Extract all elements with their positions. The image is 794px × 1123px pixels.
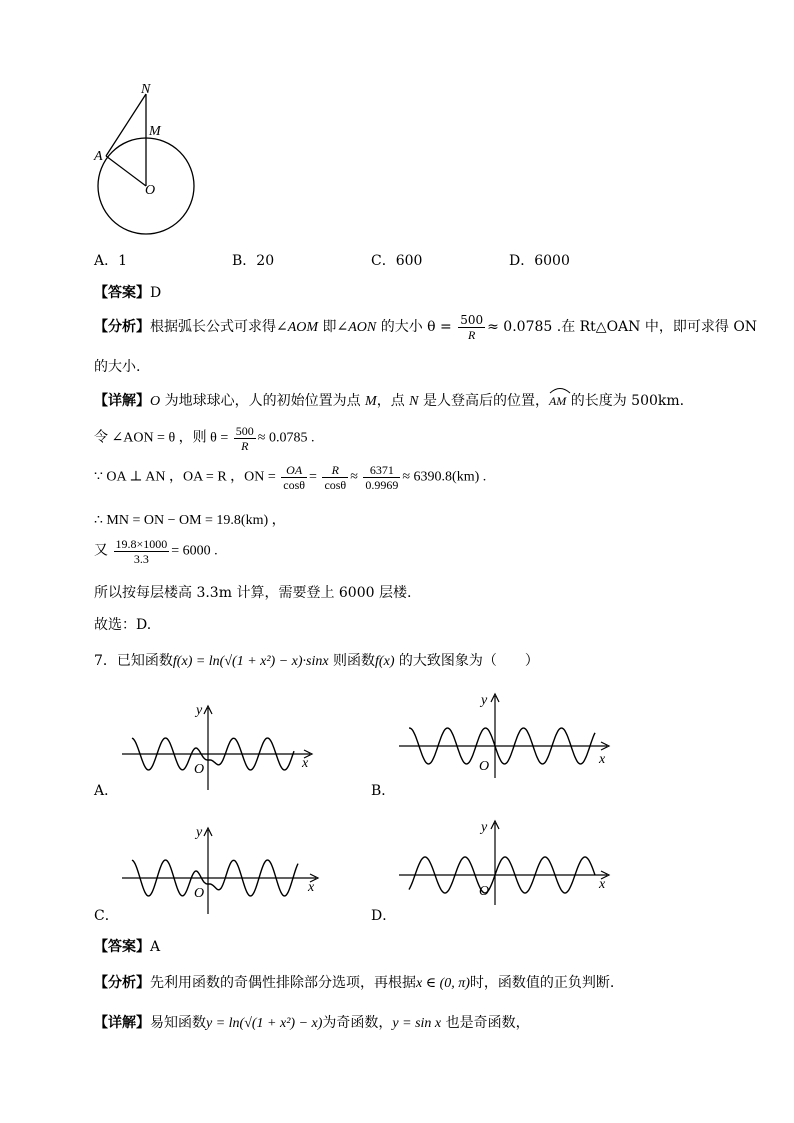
detail-text: 是人登高后的位置， bbox=[418, 393, 549, 409]
detail-text: M bbox=[365, 394, 377, 409]
numerator: R bbox=[322, 463, 348, 478]
analysis-text: ≈ 0.0785 .在 Rt△OAN 中，即可求得 ON bbox=[487, 319, 758, 335]
graph-d-label: D． bbox=[371, 908, 397, 924]
detail-text: ≈ 6390.8(km) . bbox=[402, 469, 487, 485]
function-formula: f(x) = ln(√(1 + x²) − x)·sinx bbox=[172, 654, 329, 669]
q6-detail-line5 bbox=[94, 537, 218, 566]
label-N: N bbox=[141, 82, 151, 97]
q6-detail-line6: 所以按每层楼高 3.3m 计算，需要登上 6000 层楼. bbox=[94, 585, 412, 601]
label-O: O bbox=[145, 183, 156, 198]
q6-detail-line1 bbox=[94, 390, 684, 410]
fraction bbox=[458, 313, 485, 342]
detail-text: 易知函数 bbox=[150, 1015, 206, 1031]
fraction bbox=[114, 537, 170, 566]
analysis-text: 时，函数值的正负判断. bbox=[469, 975, 615, 991]
q7-analysis bbox=[94, 972, 614, 992]
detail-text: = bbox=[309, 469, 317, 485]
detail-text: O bbox=[150, 394, 161, 409]
analysis-text: 的大小 θ = bbox=[376, 319, 452, 335]
graph-c bbox=[118, 822, 324, 916]
denominator: cosθ bbox=[324, 478, 347, 492]
q7-answer bbox=[94, 936, 160, 956]
detail-text: 又 bbox=[94, 543, 108, 559]
stem-text: 7．已知函数 bbox=[94, 653, 173, 669]
graph-c-label: C． bbox=[94, 908, 119, 924]
x-axis-label: x bbox=[599, 752, 606, 767]
q6-option-d: D．6000 bbox=[509, 253, 570, 269]
label-A: A bbox=[94, 149, 103, 164]
x-axis-label: x bbox=[308, 880, 315, 895]
q6-detail-line2 bbox=[94, 424, 314, 453]
detail-text: 也是奇函数， bbox=[441, 1015, 530, 1031]
graph-a bbox=[118, 700, 318, 792]
detail-text: ，点 bbox=[376, 393, 410, 409]
interval-condition: x ∈ (0, π) bbox=[416, 976, 470, 991]
circle-figure bbox=[88, 78, 208, 238]
function-formula: y = sin x bbox=[392, 1016, 442, 1031]
arc-label: AM bbox=[548, 394, 567, 408]
analysis-tag: 【分析】 bbox=[94, 975, 150, 991]
graph-d bbox=[395, 815, 617, 907]
graph-a-label: A． bbox=[94, 783, 119, 799]
arc-am bbox=[549, 390, 566, 410]
q6-option-c: C．600 bbox=[371, 253, 423, 269]
function-formula: y = ln(√(1 + x²) − x) bbox=[206, 1016, 323, 1031]
angle-aom: ∠AOM bbox=[276, 320, 319, 335]
stem-text: 的大致图象为（ ） bbox=[394, 653, 539, 669]
arc-icon bbox=[549, 386, 571, 394]
q6-detail-line3 bbox=[94, 463, 486, 492]
detail-tag: 【详解】 bbox=[94, 393, 150, 409]
analysis-text: 先利用函数的奇偶性排除部分选项，再根据 bbox=[150, 975, 416, 991]
denominator: R bbox=[241, 439, 249, 453]
origin-label: O bbox=[194, 762, 205, 777]
detail-text: 的长度为 500km. bbox=[566, 393, 685, 409]
numerator: 6371 bbox=[363, 463, 400, 478]
detail-text: N bbox=[409, 394, 419, 409]
q6-analysis bbox=[94, 312, 757, 343]
numerator: OA bbox=[281, 463, 307, 478]
detail-text: ≈ 0.0785 . bbox=[257, 430, 315, 446]
origin-label: O bbox=[194, 886, 205, 901]
detail-text: = 6000 . bbox=[171, 543, 218, 559]
fraction bbox=[281, 463, 307, 492]
detail-text: 为地球球心，人的初始位置为点 bbox=[160, 393, 366, 409]
y-axis-label: y bbox=[196, 825, 203, 840]
q6-detail-line4: ∴ MN = ON − OM = 19.8(km) ， bbox=[94, 513, 286, 528]
denominator: 0.9969 bbox=[365, 478, 399, 492]
q6-option-b: B．20 bbox=[232, 253, 275, 269]
x-axis-label: x bbox=[302, 756, 309, 771]
numerator: 500 bbox=[235, 424, 254, 438]
origin-label: O bbox=[479, 884, 490, 899]
q6-answer bbox=[94, 282, 161, 302]
analysis-text: 根据弧长公式可求得 bbox=[150, 319, 276, 335]
detail-text: 令 ∠AON = θ ，则 θ = bbox=[94, 430, 229, 446]
q6-analysis-line2: 的大小. bbox=[94, 359, 141, 375]
x-axis-label: x bbox=[599, 877, 606, 892]
denominator: cosθ bbox=[283, 478, 306, 492]
detail-text: 为奇函数， bbox=[322, 1015, 393, 1031]
y-axis-label: y bbox=[481, 693, 488, 708]
function-name: f(x) bbox=[375, 654, 395, 669]
origin-label: O bbox=[479, 759, 490, 774]
detail-text: ≈ bbox=[350, 469, 358, 485]
analysis-tag: 【分析】 bbox=[94, 319, 150, 335]
detail-text: ∵ OA ⊥ AN ，OA = R ，ON = bbox=[94, 469, 276, 485]
q6-option-a: A．1 bbox=[94, 253, 128, 269]
graph-b bbox=[395, 688, 617, 780]
fraction bbox=[322, 463, 348, 492]
denominator: R bbox=[468, 327, 476, 342]
fraction bbox=[363, 463, 400, 492]
graph-b-label: B． bbox=[371, 783, 396, 799]
answer-tag: 【答案】 bbox=[94, 939, 150, 955]
q7-stem bbox=[94, 650, 539, 670]
analysis-text: 即 bbox=[318, 319, 337, 335]
answer-tag: 【答案】 bbox=[94, 285, 150, 301]
y-axis-label: y bbox=[481, 820, 488, 835]
angle-aon: ∠AON bbox=[336, 320, 377, 335]
denominator: 3.3 bbox=[133, 552, 149, 566]
answer-value: A bbox=[150, 939, 161, 955]
label-M: M bbox=[149, 124, 161, 139]
detail-tag: 【详解】 bbox=[94, 1015, 150, 1031]
numerator: 500 bbox=[460, 312, 484, 327]
y-axis-label: y bbox=[196, 703, 203, 718]
q7-detail bbox=[94, 1012, 530, 1032]
fraction bbox=[234, 424, 256, 453]
answer-value: D bbox=[150, 285, 162, 301]
stem-text: 则函数 bbox=[328, 653, 376, 669]
q6-detail-line7: 故选：D. bbox=[94, 617, 152, 633]
numerator: 19.8×1000 bbox=[115, 537, 168, 551]
